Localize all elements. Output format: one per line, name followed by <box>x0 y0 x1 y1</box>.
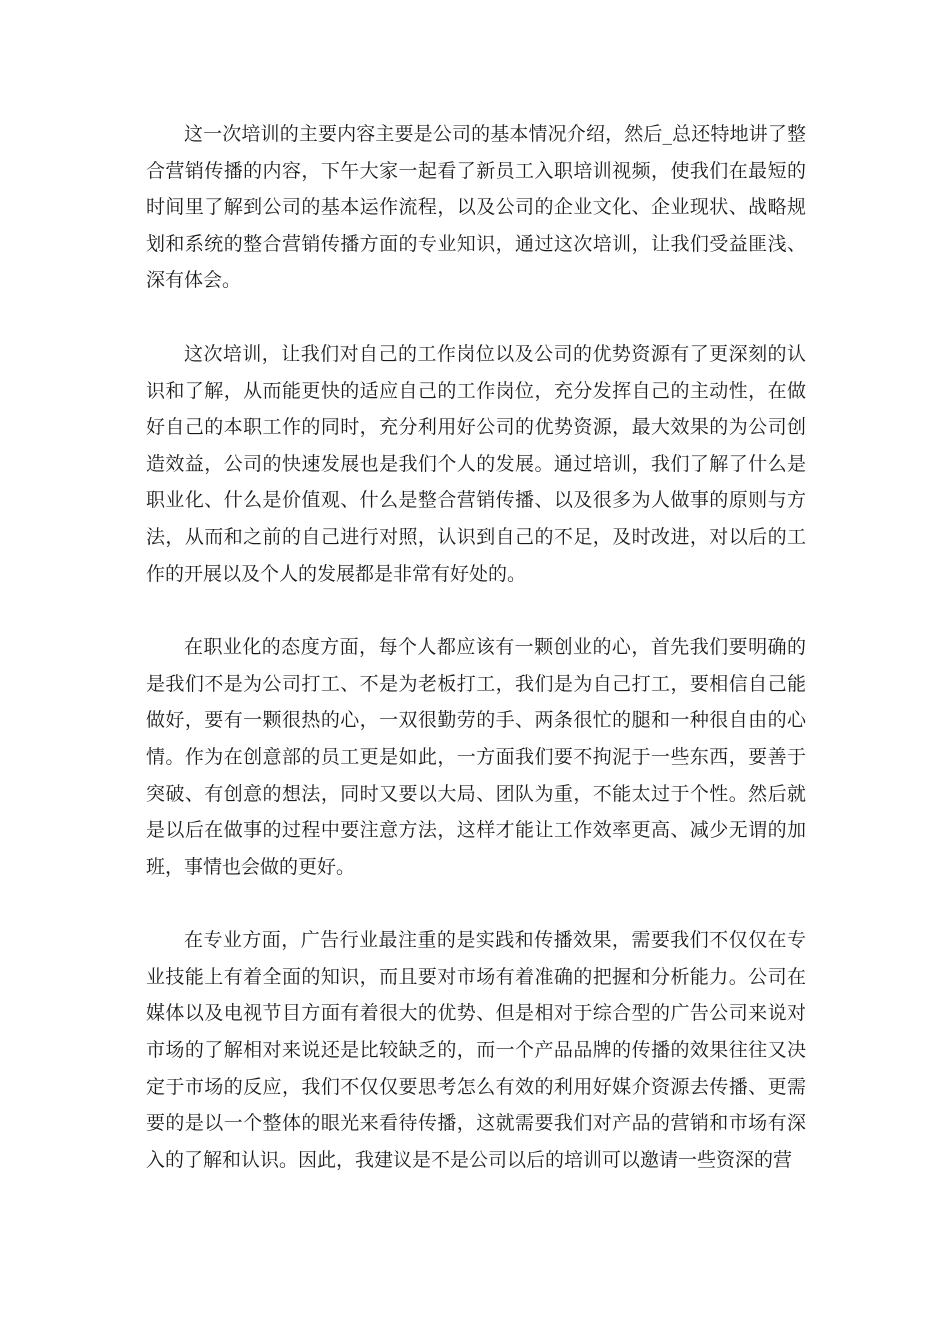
paragraph-3: 在职业化的态度方面，每个人都应该有一颗创业的心，首先我们要明确的是我们不是为公司打工、不是为老板打工，我们是为自己打工，要相信自己能做好，要有一颗很热的心，一双很勤劳的手、两条很忙的腿和一种很自由的心情。作为在创意部的员工更是如此，一方面我们要不拘泥于一些东西，要善于突破、有创意的想法，同时又要以大局、团队为重，不能太过于个性。然后就是以后在做事的过程中要注意方法，这样才能让工作效率更高、减少无谓的加班，事情也会做的更好。 <box>146 636 806 878</box>
paragraph-4: 在专业方面，广告行业最注重的是实践和传播效果，需要我们不仅仅在专业技能上有着全面的知识，而且要对市场有着准确的把握和分析能力。公司在媒体以及电视节目方面有着很大的优势、但是相对于综合型的广告公司来说对市场的了解相对来说还是比较缺乏的，而一个产品品牌的传播的效果往往又决定于市场的反应，我们不仅仅要思考怎么有效的利用好媒介资源去传播、更需要的是以一个整体的眼光来看待传播，这就需要我们对产品的营销和市场有深入的了解和认识。因此，我建议是不是公司以后的培训可以邀请一些资深的营 <box>146 929 806 1171</box>
document-page <box>146 116 806 1178</box>
paragraph-1: 这一次培训的主要内容主要是公司的基本情况介绍，然后_总还特地讲了整合营销传播的内容，下午大家一起看了新员工入职培训视频，使我们在最短的时间里了解到公司的基本运作流程，以及公司的企业文化、企业现状、战略规划和系统的整合营销传播方面的专业知识，通过这次培训，让我们受益匪浅、深有体会。 <box>146 123 806 292</box>
paragraph-2: 这次培训，让我们对自己的工作岗位以及公司的优势资源有了更深刻的认识和了解，从而能更快的适应自己的工作岗位，充分发挥自己的主动性，在做好自己的本职工作的同时，充分利用好公司的优势资源，最大效果的为公司创造效益，公司的快速发展也是我们个人的发展。通过培训，我们了解了什么是职业化、什么是价值观、什么是整合营销传播、以及很多为人做事的原则与方法，从而和之前的自己进行对照，认识到自己的不足，及时改进，对以后的工作的开展以及个人的发展都是非常有好处的。 <box>146 342 806 585</box>
